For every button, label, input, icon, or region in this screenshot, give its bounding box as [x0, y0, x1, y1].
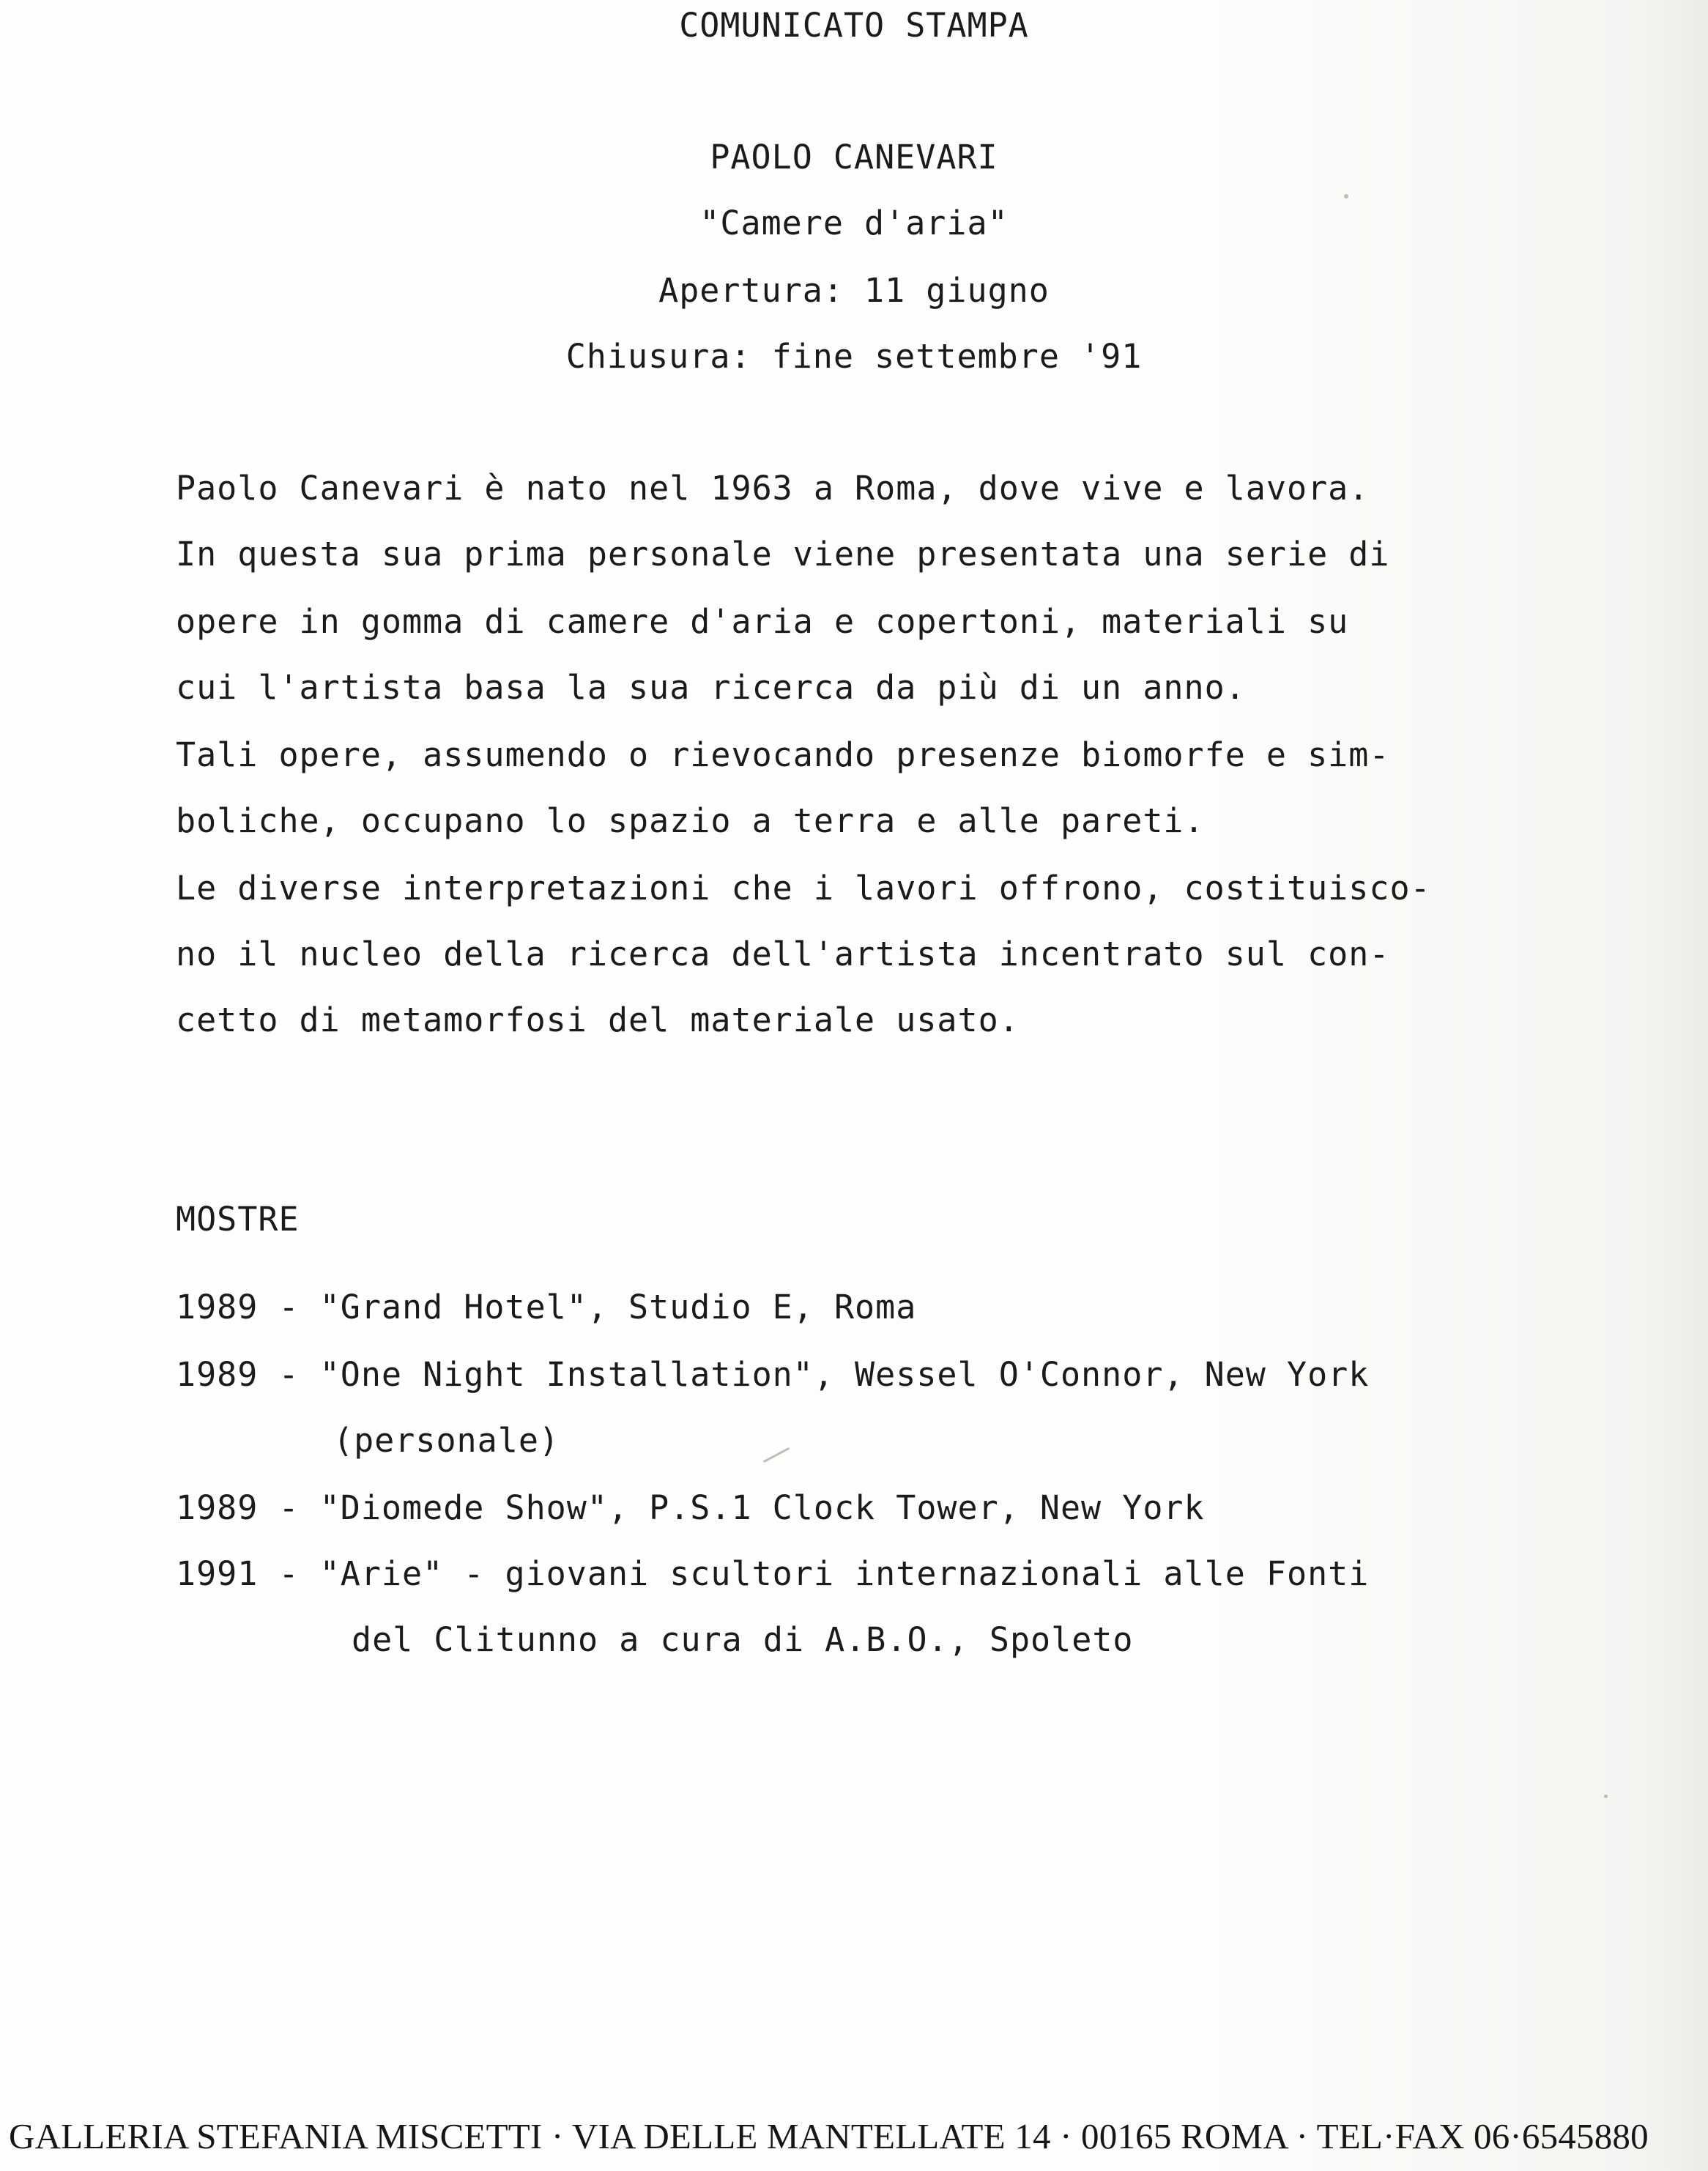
exhibition-item-continuation: (personale)	[333, 1421, 560, 1460]
exhibition-item: 1989 - "Diomede Show", P.S.1 Clock Tower, New York	[176, 1488, 1205, 1527]
paper-speck	[1604, 1795, 1608, 1798]
document-kind: COMUNICATO STAMPA	[679, 6, 1029, 45]
body-line: Paolo Canevari è nato nel 1963 a Roma, dove vive e lavora.	[176, 469, 1370, 508]
exhibition-item-continuation: del Clitunno a cura di A.B.O., Spoleto	[352, 1620, 1134, 1659]
body-line: In questa sua prima personale viene presentata una serie di	[176, 535, 1390, 574]
body-line: no il nucleo della ricerca dell'artista incentrato sul con-	[176, 935, 1390, 973]
exhibition-title: "Camere d'aria"	[699, 204, 1009, 242]
body-line: Le diverse interpretazioni che i lavori offrono, costituisco-	[176, 869, 1431, 908]
paper-speck	[1344, 194, 1348, 198]
exhibition-item: 1991 - "Arie" - giovani scultori internazionali alle Fonti	[176, 1554, 1370, 1593]
exhibition-item: 1989 - "Grand Hotel", Studio E, Roma	[176, 1288, 917, 1326]
exhibition-item: 1989 - "One Night Installation", Wessel O'Connor, New York	[176, 1355, 1370, 1394]
gallery-letterhead: GALLERIA STEFANIA MISCETTI · VIA DELLE MANTELLATE 14 · 00165 ROMA · TEL·FAX 06·6545880	[9, 2116, 1649, 2156]
paper-mark	[763, 1447, 790, 1463]
body-line: Tali opere, assumendo o rievocando presenze biomorfe e sim-	[176, 735, 1390, 774]
exhibitions-heading: MOSTRE	[176, 1200, 300, 1239]
body-line: boliche, occupano lo spazio a terra e alle pareti.	[176, 801, 1205, 840]
body-line: cetto di metamorfosi del materiale usato.	[176, 1001, 1020, 1039]
body-line: opere in gomma di camere d'aria e copertoni, materiali su	[176, 602, 1349, 641]
closing-date: Chiusura: fine settembre '91	[565, 337, 1143, 376]
opening-date: Apertura: 11 giugno	[658, 271, 1050, 310]
body-line: cui l'artista basa la sua ricerca da più di un anno.	[176, 668, 1246, 707]
artist-name: PAOLO CANEVARI	[710, 138, 998, 177]
